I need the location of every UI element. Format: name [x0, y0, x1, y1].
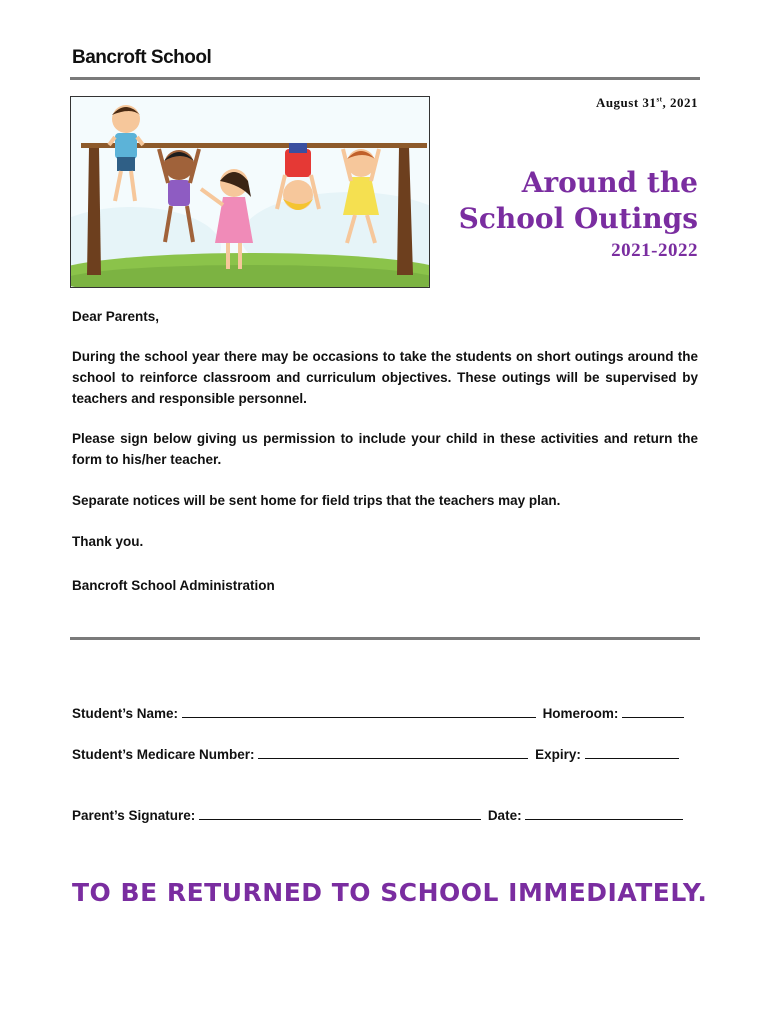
letter-greeting: Dear Parents,: [72, 309, 160, 324]
parent-signature-row: [72, 806, 686, 823]
date-main: August 31: [595, 95, 657, 110]
homeroom-field[interactable]: [622, 704, 684, 718]
parent-signature-label: Parent’s Signature:: [72, 808, 196, 823]
homeroom-label: Homeroom:: [542, 706, 619, 721]
title-line-2: School Outings: [458, 202, 698, 235]
school-name: Bancroft School: [72, 47, 212, 68]
letter-closing: Thank you.: [72, 534, 144, 549]
page-title: [459, 165, 698, 237]
student-name-label: Student’s Name:: [72, 706, 179, 721]
title-line-1: Around the: [521, 166, 698, 199]
header-divider: [70, 77, 700, 80]
school-year: 2021-2022: [611, 240, 698, 261]
form-divider: [70, 637, 700, 640]
student-name-row: [72, 704, 687, 721]
date-field[interactable]: [525, 806, 683, 820]
expiry-label: Expiry:: [535, 747, 581, 762]
children-playing-on-bar-illustration: [70, 96, 430, 288]
return-notice: TO BE RETURNED TO SCHOOL IMMEDIATELY.: [72, 878, 708, 907]
letter-paragraph-2: Please sign below giving us permission to include your child in these activities and return the form to his/her teacher.: [72, 431, 698, 467]
parent-signature-field[interactable]: [199, 806, 481, 820]
medicare-row: [72, 745, 682, 762]
letter-paragraph-3: Separate notices will be sent home for field trips that the teachers may plan.: [72, 493, 561, 508]
expiry-field[interactable]: [585, 745, 679, 759]
date-label: Date:: [487, 808, 522, 823]
letter-signature: Bancroft School Administration: [72, 578, 275, 593]
date-year: , 2021: [662, 95, 698, 110]
student-name-field[interactable]: [182, 704, 536, 718]
letter-date: [596, 95, 698, 111]
medicare-field[interactable]: [258, 745, 528, 759]
medicare-label: Student’s Medicare Number:: [72, 747, 255, 762]
date-suffix: st: [656, 95, 663, 104]
letter-paragraph-1: During the school year there may be occasions to take the students on short outings around the school to reinforce classroom and curriculum objectives. These outings will be supervised by teachers and responsible personnel.: [72, 349, 698, 406]
